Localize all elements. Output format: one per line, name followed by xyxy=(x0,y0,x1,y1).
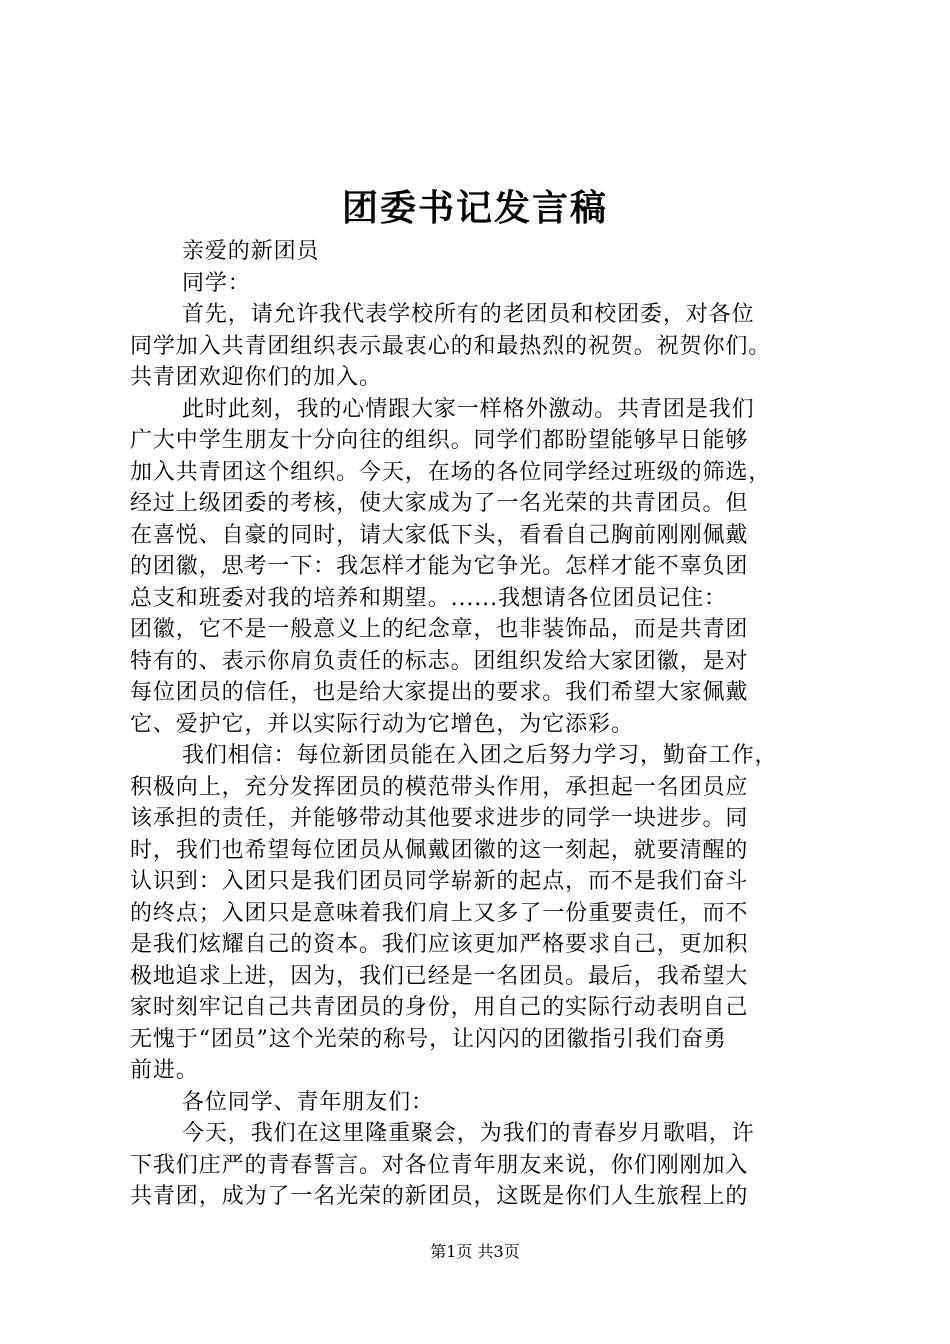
text-line: 此时此刻，我的心情跟大家一样格外激动。共青团是我们 xyxy=(182,396,755,422)
text-line: 家时刻牢记自己共青团员的身份，用自己的实际行动表明自己 xyxy=(130,995,749,1020)
text-line: 是我们炫耀自己的资本。我们应该更加严格要求自己，更加积 xyxy=(130,932,749,957)
text-line: 极地追求上进，因为，我们已经是一名团员。最后，我希望大 xyxy=(130,963,749,989)
text-line: 加入共青团这个组织。今天，在场的各位同学经过班级的筛选， xyxy=(130,459,772,485)
text-line: 同学： xyxy=(182,270,251,296)
text-line: 下我们庄严的青春誓言。对各位青年朋友来说，你们刚刚加入 xyxy=(130,1152,749,1178)
text-line: 总支和班委对我的培养和期望。......我想请各位团员记住： xyxy=(130,585,727,611)
text-line: 的终点；入团只是意味着我们肩上又多了一份重要责任，而不 xyxy=(130,900,749,926)
document-title: 团委书记发言稿 xyxy=(341,187,608,229)
text-line: 该承担的责任，并能够带动其他要求进步的同学一块进步。同 xyxy=(130,806,749,831)
text-line: 首先，请允许我代表学校所有的老团员和校团委，对各位 xyxy=(182,302,755,327)
text-line: 共青团欢迎你们的加入。 xyxy=(130,365,382,390)
text-line: 我们相信：每位新团员能在入团之后努力学习，勤奋工作， xyxy=(182,743,778,768)
text-line: 的团徽，思考一下：我怎样才能为它争光。怎样才能不辜负团 xyxy=(130,554,749,579)
text-line: 团徽，它不是一般意义上的纪念章，也非装饰品，而是共青团 xyxy=(130,617,749,642)
text-line: 亲爱的新团员 xyxy=(182,239,320,264)
document-body xyxy=(130,236,828,1213)
text-line: 同学加入共青团组织表示最衷心的和最热烈的祝贺。祝贺你们。 xyxy=(130,333,772,359)
text-line: 前进。 xyxy=(130,1058,199,1083)
text-line: 在喜悦、自豪的同时，请大家低下头，看看自己胸前刚刚佩戴 xyxy=(130,522,749,548)
text-line: 各位同学、青年朋友们： xyxy=(182,1089,434,1115)
text-line: 经过上级团委的考核，使大家成为了一名光荣的共青团员。但 xyxy=(130,491,749,516)
text-line: 无愧于“团员”这个光荣的称号，让闪闪的团徽指引我们奋勇 xyxy=(130,1026,727,1052)
text-line: 它、爱护它，并以实际行动为它增色，为它添彩。 xyxy=(130,711,634,737)
text-line: 广大中学生朋友十分向往的组织。同学们都盼望能够早日能够 xyxy=(130,428,749,453)
text-line: 认识到：入团只是我们团员同学崭新的起点，而不是我们奋斗 xyxy=(130,869,749,894)
text-line: 共青团，成为了一名光荣的新团员，这既是你们人生旅程上的 xyxy=(130,1184,749,1209)
text-line: 时，我们也希望每位团员从佩戴团徽的这一刻起，就要清醒的 xyxy=(130,837,749,863)
text-line: 特有的、表示你肩负责任的标志。团组织发给大家团徽，是对 xyxy=(130,648,749,674)
text-line: 今天，我们在这里隆重聚会，为我们的青春岁月歌唱，许 xyxy=(182,1121,755,1146)
text-line: 每位团员的信任，也是给大家提出的要求。我们希望大家佩戴 xyxy=(130,680,749,705)
text-line: 积极向上，充分发挥团员的模范带头作用，承担起一名团员应 xyxy=(130,774,749,800)
page-footer: 第1页 共3页 xyxy=(430,1242,520,1261)
